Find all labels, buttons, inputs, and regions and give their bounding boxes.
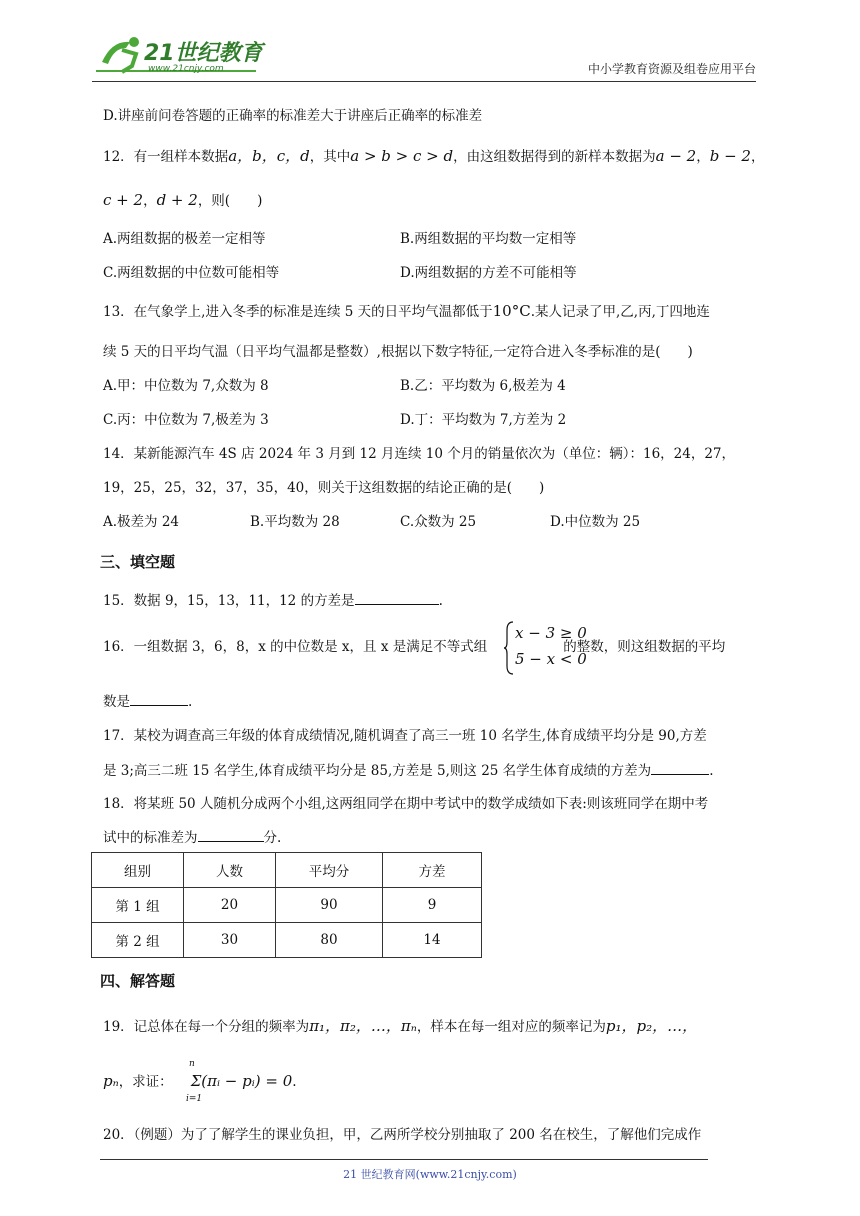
table-header-cell: 方差 xyxy=(383,853,482,888)
table-cell: 14 xyxy=(383,923,482,958)
table-header-cell: 人数 xyxy=(184,853,276,888)
q15-line: 15．数据 9，15，13，11，12 的方差是 . xyxy=(103,590,443,611)
table-cell: 9 xyxy=(383,888,482,923)
q12-option-d: D.两组数据的方差不可能相等 xyxy=(400,265,577,281)
q13-line1: 13．在气象学上,进入冬季的标准是连续 5 天的日平均气温都低于10°C.某人记录了甲,乙,丙,丁四地连 xyxy=(103,302,710,320)
header-rule xyxy=(92,81,756,82)
table-cell: 20 xyxy=(184,888,276,923)
q18-score-table xyxy=(91,852,482,958)
q14-line2: 19，25，25，32，37，35，40，则关于这组数据的结论正确的是( ) xyxy=(103,480,545,496)
table-header-cell: 组别 xyxy=(92,853,184,888)
q16-line2: 数是 . xyxy=(103,691,192,712)
q14-option-a: A.极差为 24 xyxy=(103,514,180,530)
q13-option-a: A.甲：中位数为 7,众数为 8 xyxy=(103,378,269,394)
q17-answer-blank[interactable] xyxy=(651,760,709,775)
footer-rule xyxy=(100,1159,708,1160)
q12-option-b: B.两组数据的平均数一定相等 xyxy=(400,231,577,247)
q16-answer-blank[interactable] xyxy=(130,691,188,706)
q15-answer-blank[interactable] xyxy=(355,590,439,605)
q18-answer-blank[interactable] xyxy=(198,827,264,842)
q13-option-d: D.丁：平均数为 7,方差为 2 xyxy=(400,412,567,428)
q12-option-a: A.两组数据的极差一定相等 xyxy=(103,231,266,247)
q19-line2: pₙ，求证： Σ(πᵢ − pᵢ) = 0. xyxy=(103,1072,297,1090)
q18-line2: 试中的标准差为 分. xyxy=(103,827,281,848)
q17-line1: 17．某校为调查高三年级的体育成绩情况,随机调查了高三一班 10 名学生,体育成绩平均分是 90,方差 xyxy=(103,728,707,744)
page-footer[interactable]: 21 世纪教育网(www.21cnjy.com) xyxy=(343,1168,517,1181)
table-row xyxy=(92,923,482,958)
q19-line1: 19．记总体在每一个分组的频率为π₁，π₂，…，πₙ，样本在每一组对应的频率记为p₁，p₂，…， xyxy=(103,1017,698,1035)
table-cell: 80 xyxy=(276,923,383,958)
q13-option-b: B.乙：平均数为 6,极差为 4 xyxy=(400,378,566,394)
table-header-cell: 平均分 xyxy=(276,853,383,888)
q18-line1: 18．将某班 50 人随机分成两个小组,这两组同学在期中考试中的数学成绩如下表:则该班同学在期中考 xyxy=(103,796,709,812)
q11-option-d: D.讲座前问卷答题的正确率的标准差大于讲座后正确率的标准差 xyxy=(103,108,483,124)
q14-option-d: D.中位数为 25 xyxy=(550,514,641,530)
q14-line1: 14．某新能源汽车 4S 店 2024 年 3 月到 12 月连续 10 个月的销量依次为（单位：辆）：16，24，27， xyxy=(103,446,736,462)
table-cell: 30 xyxy=(184,923,276,958)
section-solve: 四、解答题 xyxy=(100,972,176,990)
q16-ineq-1: x − 3 ≥ 0 xyxy=(515,624,587,642)
table-header-row xyxy=(92,853,482,888)
q14-option-c: C.众数为 25 xyxy=(400,514,477,530)
q12-line1: 12．有一组样本数据a，b，c，d，其中a > b > c > d，由这组数据得到的新样本数据为a − 2，b − 2， xyxy=(103,147,765,165)
platform-name: 中小学教育资源及组卷应用平台 xyxy=(587,62,756,76)
q16-inequality-system xyxy=(503,620,593,676)
page-header xyxy=(92,26,756,82)
q13-option-c: C.丙：中位数为 7,极差为 3 xyxy=(103,412,269,428)
logo-text: 21世纪教育 xyxy=(144,41,263,66)
q14-option-b: B.平均数为 28 xyxy=(250,514,340,530)
table-cell: 第 2 组 xyxy=(92,923,184,958)
sum-lower-limit: i=1 xyxy=(186,1094,203,1104)
q12-option-c: C.两组数据的中位数可能相等 xyxy=(103,265,280,281)
q17-line2: 是 3;高三二班 15 名学生,体育成绩平均分是 85,方差是 5,则这 25 名学生体育成绩的方差为 . xyxy=(103,760,713,781)
q13-line2: 续 5 天的日平均气温（日平均气温都是整数）,根据以下数字特征,一定符合进入冬季标准的是( ) xyxy=(103,344,693,360)
table-row xyxy=(92,888,482,923)
sum-upper-limit: n xyxy=(189,1059,195,1069)
table-cell: 第 1 组 xyxy=(92,888,184,923)
q12-line2: c + 2，d + 2，则( ) xyxy=(103,191,263,209)
q20-line1: 20．（例题）为了了解学生的课业负担，甲，乙两所学校分别抽取了 200 名在校生，了解他们完成作 xyxy=(103,1127,702,1143)
logo-url: www.21cnjy.com xyxy=(148,64,224,74)
table-cell: 90 xyxy=(276,888,383,923)
q16-line1: 16．一组数据 3，6，8，x 的中位数是 x，且 x 是满足不等式组 的整数，则这组数据的平均 xyxy=(103,639,726,655)
brace-icon xyxy=(503,620,515,676)
section-fill-in: 三、填空题 xyxy=(100,553,176,571)
q16-ineq-2: 5 − x < 0 xyxy=(515,650,587,668)
